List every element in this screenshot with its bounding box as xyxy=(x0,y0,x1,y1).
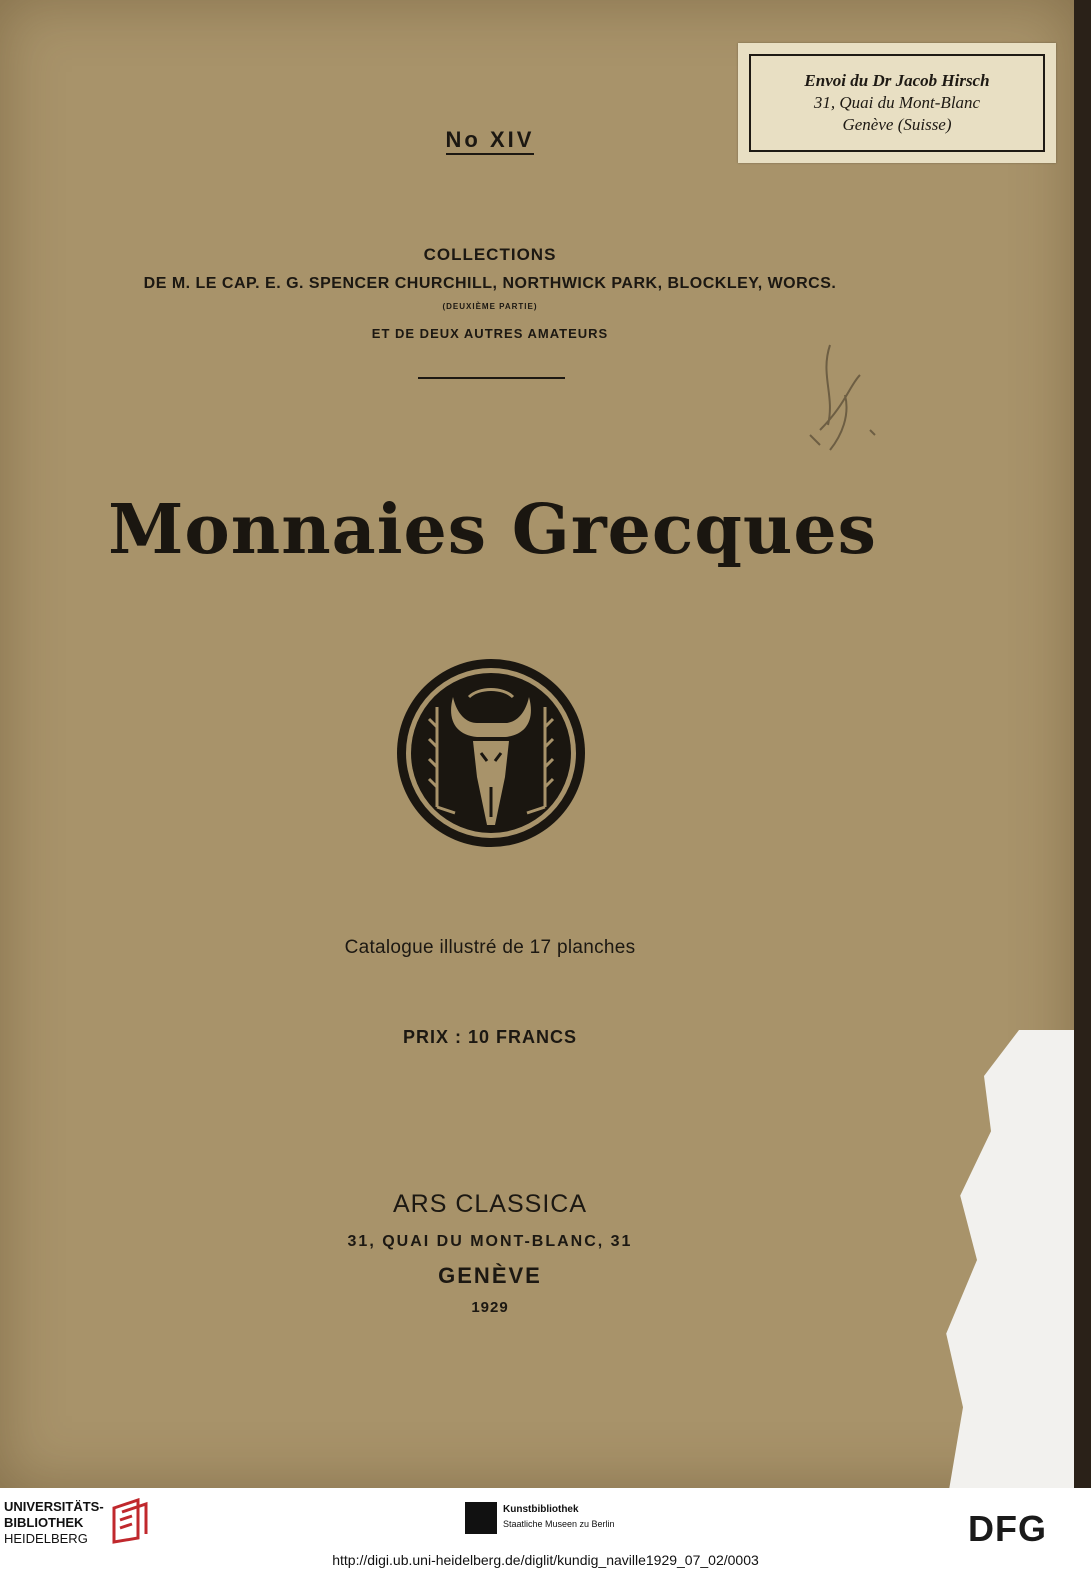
owner-line: DE M. LE CAP. E. G. SPENCER CHURCHILL, NORTHWICK PARK, BLOCKLEY, WORCS. xyxy=(143,275,837,292)
stamp-line-3: Genève (Suisse) xyxy=(842,115,952,134)
stamp-line-1: Envoi du Dr Jacob Hirsch xyxy=(804,71,990,90)
kunstbibliothek-mark-icon xyxy=(465,1502,497,1534)
divider-rule xyxy=(418,377,565,379)
kunstbibliothek-subtitle: Staatliche Museen zu Berlin xyxy=(503,1519,615,1529)
pencil-mark xyxy=(790,335,900,465)
kunstbibliothek-name: Kunstbibliothek xyxy=(503,1504,579,1515)
stamp-line-2: 31, Quai du Mont-Blanc xyxy=(813,93,981,112)
bucranium-emblem-icon xyxy=(395,657,587,849)
digitization-footer xyxy=(0,1488,1091,1572)
issue-number-text: No XIV xyxy=(446,127,535,155)
ub-heidelberg-label xyxy=(4,1499,104,1547)
ub-logo-icon xyxy=(108,1498,154,1544)
dfg-logo: DFG xyxy=(968,1508,1047,1549)
ub-line-3: HEIDELBERG xyxy=(4,1531,88,1546)
catalogue-subtitle: Catalogue illustré de 17 planches xyxy=(344,937,636,958)
price-line: PRIX : 10 FRANCS xyxy=(402,1027,578,1047)
torn-corner xyxy=(935,1030,1074,1488)
issue-number xyxy=(0,127,980,153)
collections-heading: COLLECTIONS xyxy=(423,245,557,264)
source-url[interactable]: http://digi.ub.uni-heidelberg.de/diglit/kundig_naville1929_07_02/0003 xyxy=(332,1552,759,1568)
cover-edge xyxy=(1074,0,1091,1488)
ub-line-1: UNIVERSITÄTS- xyxy=(4,1499,104,1514)
publisher-address: 31, QUAI DU MONT-BLANC, 31 xyxy=(347,1233,633,1250)
publisher-name: ARS CLASSICA xyxy=(392,1190,587,1218)
publisher-city: GENÈVE xyxy=(438,1263,542,1288)
others-line: ET DE DEUX AUTRES AMATEURS xyxy=(371,326,609,341)
catalogue-title: Monnaies Grecques xyxy=(108,490,877,570)
part-line: (DEUXIÈME PARTIE) xyxy=(442,302,538,311)
ub-line-2: BIBLIOTHEK xyxy=(4,1515,84,1530)
publication-year: 1929 xyxy=(471,1299,509,1316)
